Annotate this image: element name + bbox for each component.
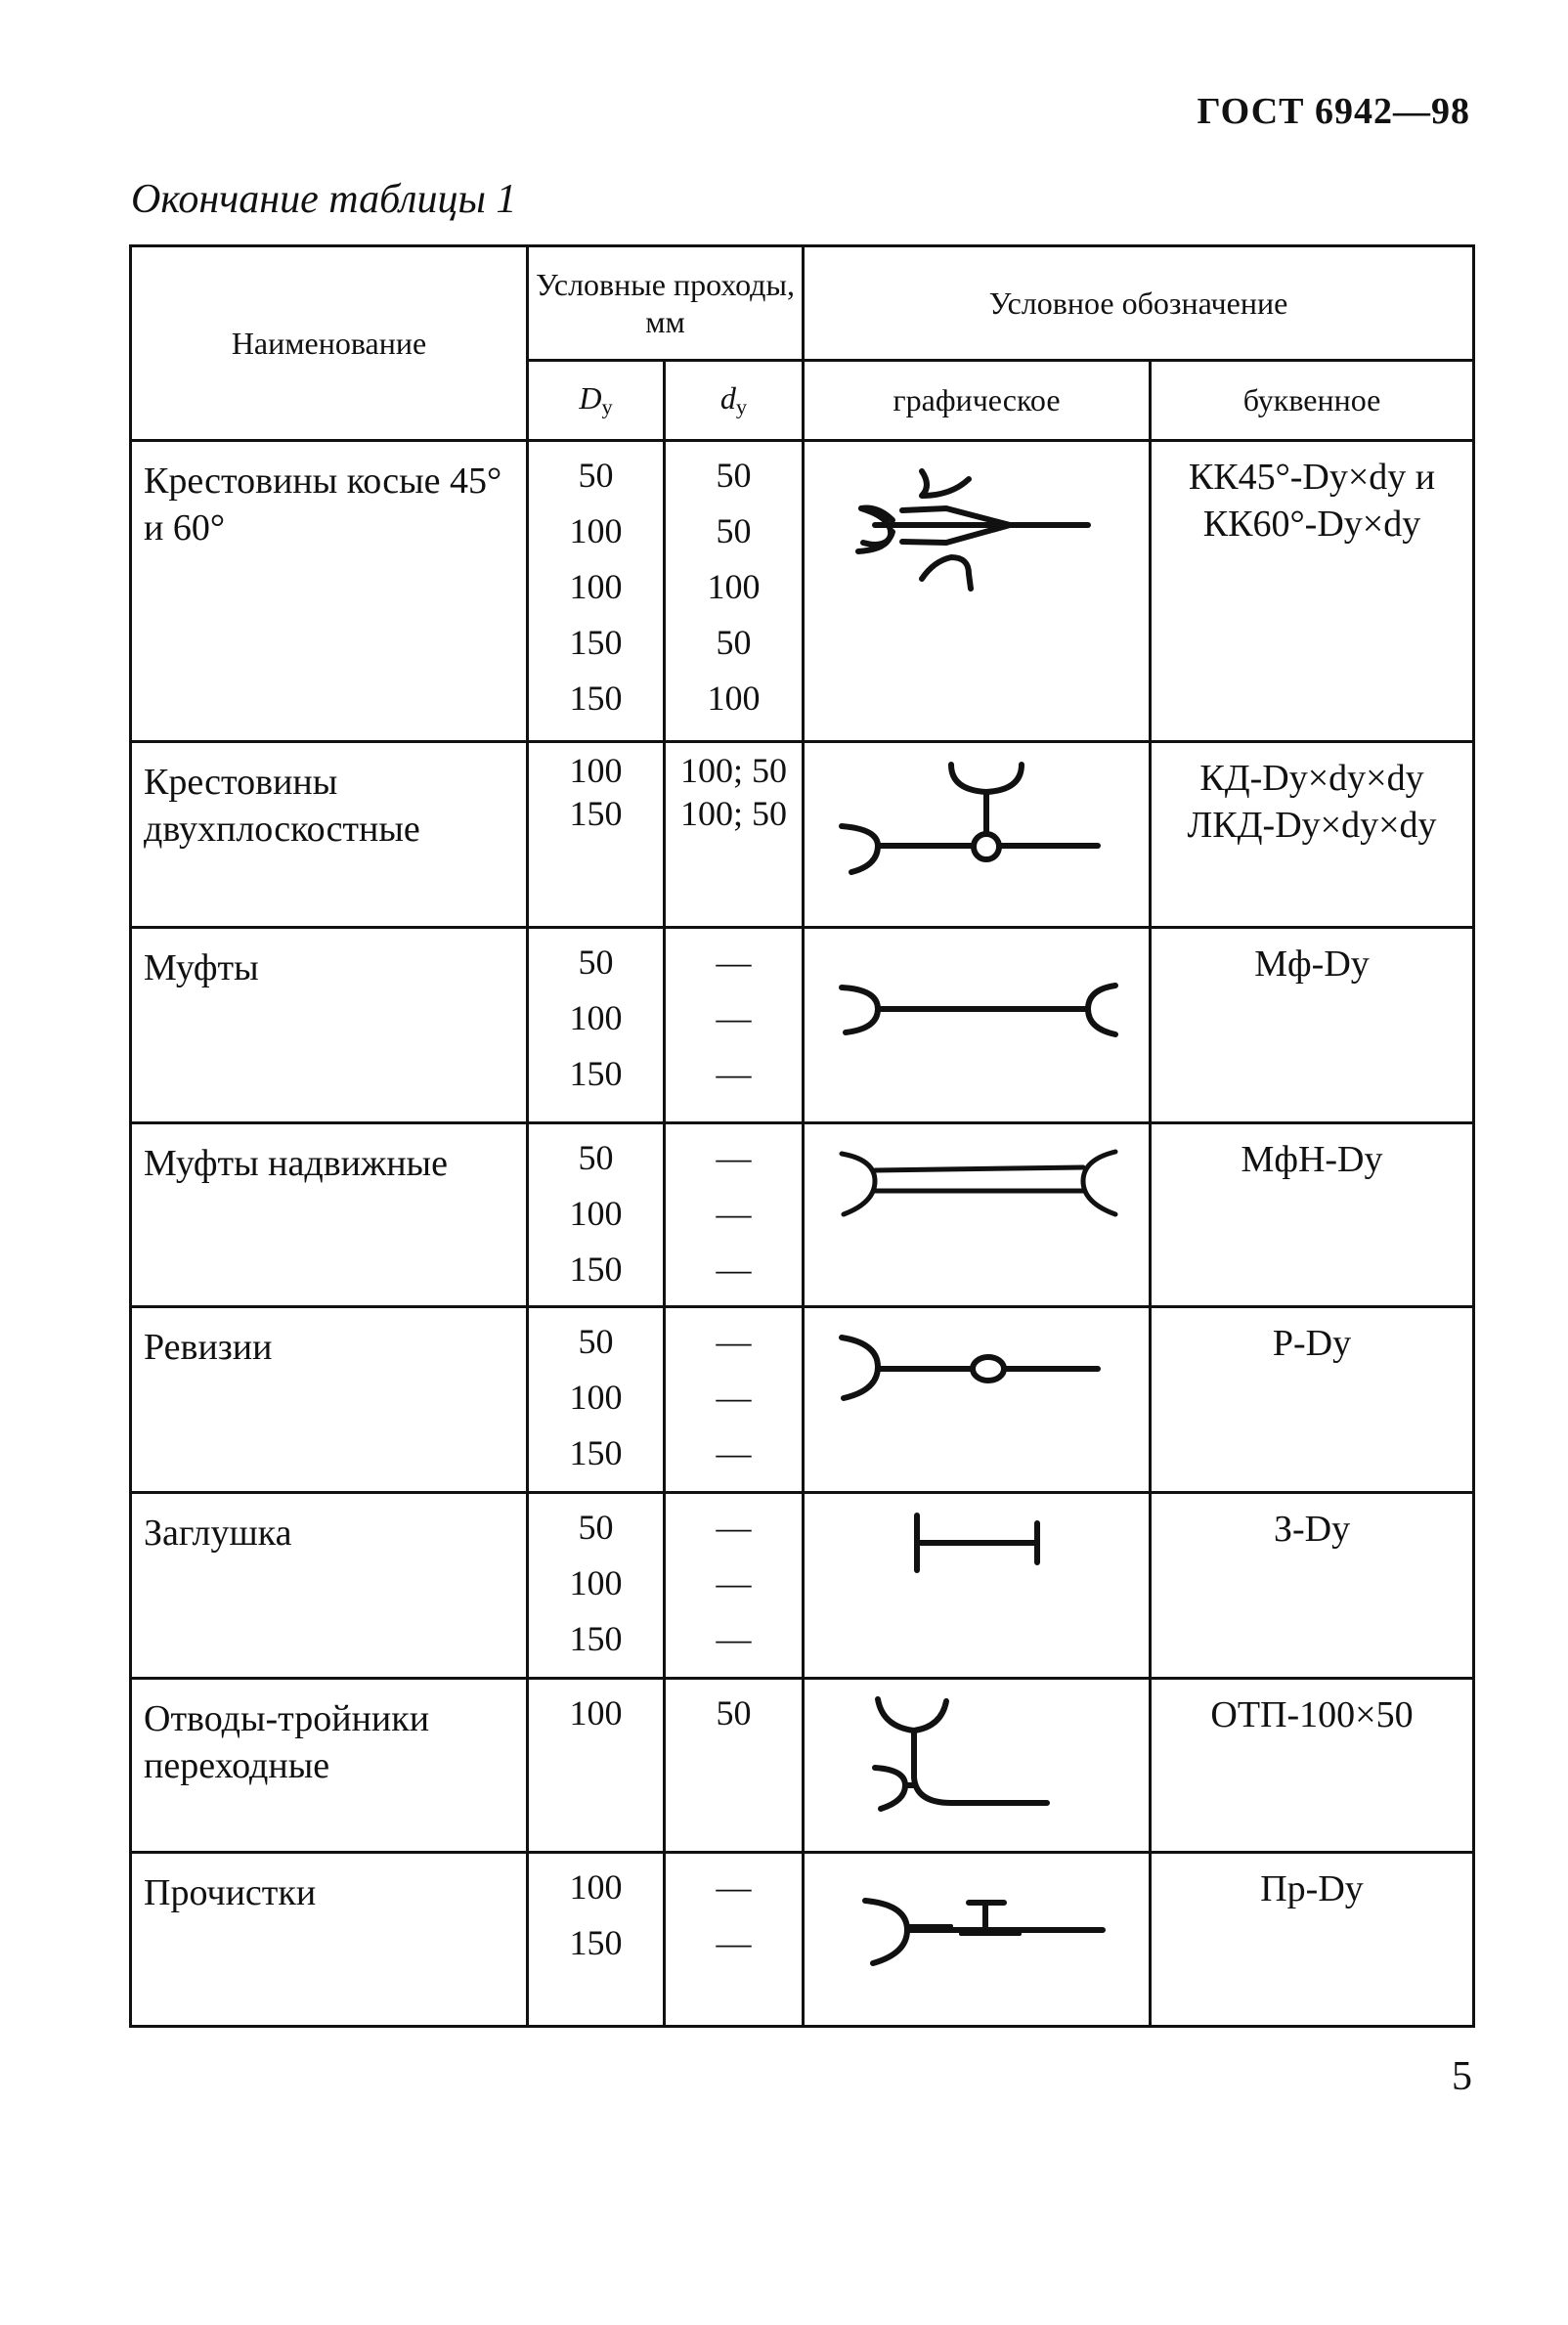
row-letter: КК45°-Dу×dу и КК60°-Dу×dу — [1151, 441, 1474, 742]
coupling-symbol-icon — [804, 928, 1151, 1123]
row-Dy: 50 100 100 150 150 — [528, 441, 665, 742]
row-name: Муфты надвижные — [131, 1123, 528, 1307]
table-row — [131, 1493, 1474, 1679]
row-dy: 50 50 100 50 100 — [665, 441, 804, 742]
standard-code: ГОСТ 6942—98 — [1197, 91, 1470, 132]
transition-bend-tee-symbol-icon — [804, 1679, 1151, 1853]
table-row — [131, 1123, 1474, 1307]
col-header-letter: буквенное — [1151, 361, 1474, 441]
col-header-dy: $d_у$ — [665, 361, 804, 441]
row-dy: — — — — [665, 928, 804, 1123]
table-caption: Окончание таблицы 1 — [131, 177, 517, 222]
row-letter: МфН-Dу — [1151, 1123, 1474, 1307]
table-row — [131, 928, 1474, 1123]
row-letter: Мф-Dу — [1151, 928, 1474, 1123]
row-Dy: 100 — [528, 1679, 665, 1853]
row-letter: ОТП-100×50 — [1151, 1679, 1474, 1853]
table-row — [131, 441, 1474, 742]
row-name: Заглушка — [131, 1493, 528, 1679]
table-row — [131, 1853, 1474, 2027]
row-Dy: 50 100 150 — [528, 1493, 665, 1679]
sliding-coupling-symbol-icon — [804, 1123, 1151, 1307]
row-Dy: 50 100 150 — [528, 928, 665, 1123]
row-letter: Пр-Dу — [1151, 1853, 1474, 2027]
table-row — [131, 742, 1474, 928]
col-header-Dy: $D_у$ — [528, 361, 665, 441]
row-name: Прочистки — [131, 1853, 528, 2027]
col-header-passages: Условные проходы, мм — [528, 246, 804, 361]
oblique-cross-symbol-icon — [804, 441, 1151, 742]
row-name: Крестовины двухплоскостные — [131, 742, 528, 928]
two-plane-cross-symbol-icon — [804, 742, 1151, 928]
row-name: Муфты — [131, 928, 528, 1123]
cleanout-symbol-icon — [804, 1853, 1151, 2027]
table-row — [131, 1307, 1474, 1493]
row-letter: КД-Dу×dу×dу ЛКД-Dу×dу×dу — [1151, 742, 1474, 928]
row-Dy: 50 100 150 — [528, 1123, 665, 1307]
row-name: Крестовины косые 45° и 60° — [131, 441, 528, 742]
row-dy: — — — — [665, 1493, 804, 1679]
row-Dy: 100 150 — [528, 742, 665, 928]
row-name: Отводы-тройники переходные — [131, 1679, 528, 1853]
revision-symbol-icon — [804, 1307, 1151, 1493]
col-header-designation: Условное обозначение — [804, 246, 1474, 361]
col-header-name: Наименование — [131, 246, 528, 441]
row-Dy: 100 150 — [528, 1853, 665, 2027]
row-letter: З-Dу — [1151, 1493, 1474, 1679]
row-Dy: 50 100 150 — [528, 1307, 665, 1493]
row-dy: — — — — [665, 1307, 804, 1493]
row-dy: — — — — [665, 1123, 804, 1307]
row-letter: Р-Dу — [1151, 1307, 1474, 1493]
row-dy: — — — [665, 1853, 804, 2027]
symbols-table — [129, 244, 1475, 2028]
row-dy: 100; 50 100; 50 — [665, 742, 804, 928]
col-header-graphic: графическое — [804, 361, 1151, 441]
row-dy: 50 — [665, 1679, 804, 1853]
table-row — [131, 1679, 1474, 1853]
plug-symbol-icon — [804, 1493, 1151, 1679]
row-name: Ревизии — [131, 1307, 528, 1493]
page-number: 5 — [1452, 2054, 1472, 2099]
